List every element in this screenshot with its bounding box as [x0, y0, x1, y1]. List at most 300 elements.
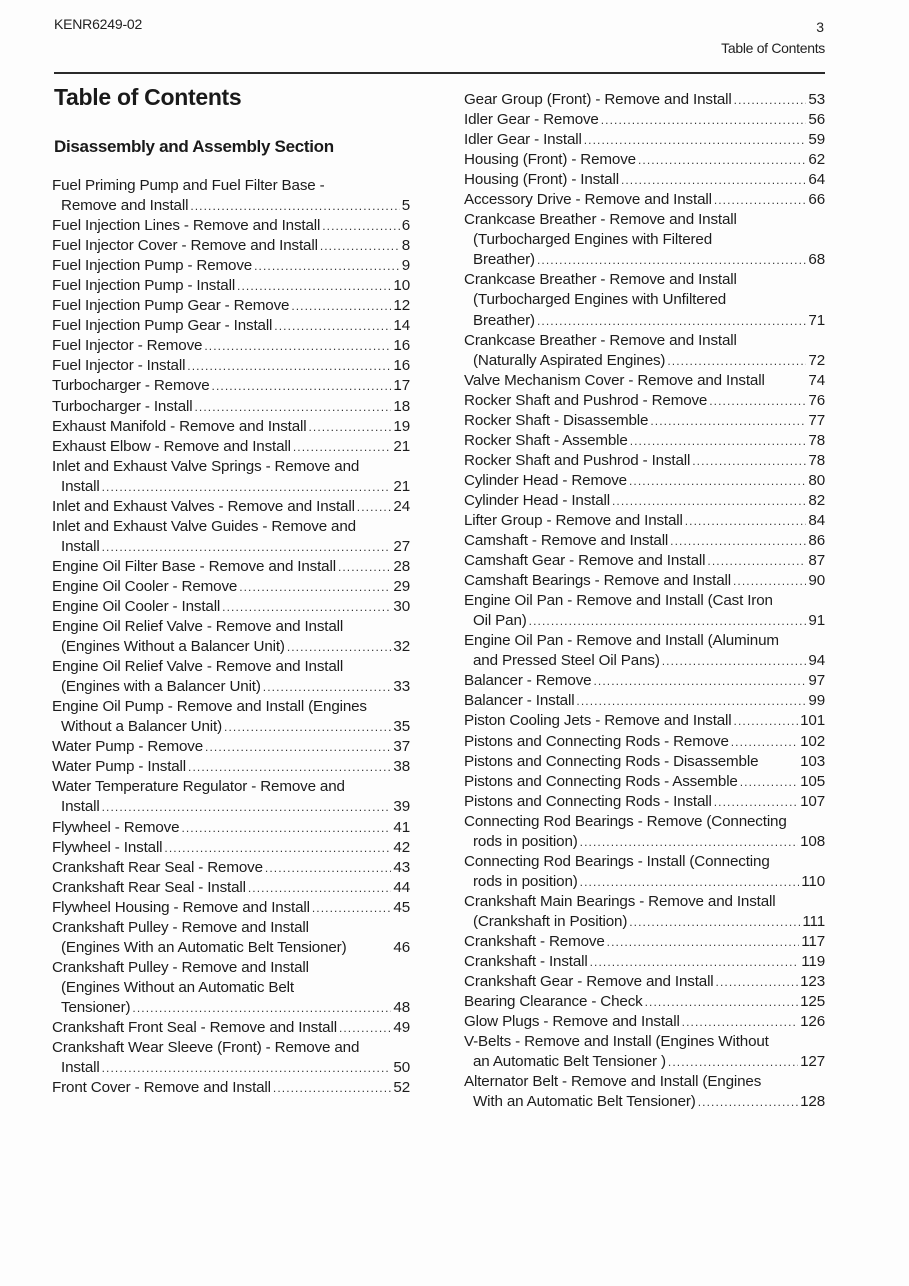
dot-leader — [731, 732, 798, 752]
toc-entry[interactable] — [52, 858, 410, 878]
toc-page-number[interactable]: 80 — [808, 471, 825, 489]
toc-entry-continuation-line — [464, 651, 825, 671]
toc-page-number[interactable]: 27 — [393, 537, 410, 555]
toc-page-number[interactable]: 45 — [393, 898, 410, 916]
toc-entry-text: Fuel Injection Pump Gear - Remove — [52, 297, 290, 315]
toc-entry[interactable] — [52, 376, 410, 396]
toc-entry[interactable] — [464, 671, 825, 691]
toc-entry[interactable] — [52, 657, 410, 697]
toc-entry-title-line — [464, 952, 825, 972]
toc-entry-title-line — [52, 918, 410, 938]
toc-page-number[interactable]: 17 — [393, 377, 410, 395]
dot-leader — [734, 90, 807, 110]
toc-entry-text: Crankshaft Main Bearings - Remove and Install — [464, 892, 776, 910]
dot-leader — [537, 250, 806, 270]
toc-entry-text: Crankshaft Pulley - Remove and Install — [52, 918, 309, 936]
dot-leader — [537, 311, 806, 331]
toc-entry-text: Bearing Clearance - Check — [464, 993, 643, 1011]
toc-page-number[interactable]: 103 — [800, 752, 825, 770]
toc-page-number[interactable]: 24 — [393, 497, 410, 515]
toc-page-number[interactable]: 62 — [808, 151, 825, 169]
toc-page-number[interactable]: 53 — [808, 91, 825, 108]
toc-entry-text: Camshaft Gear - Remove and Install — [464, 552, 706, 570]
toc-entry-text: Exhaust Elbow - Remove and Install — [52, 437, 291, 455]
toc-page-number[interactable]: 38 — [393, 758, 410, 776]
toc-entry-text: Rocker Shaft and Pushrod - Install — [464, 451, 691, 469]
toc-page-number[interactable]: 66 — [808, 191, 825, 209]
toc-entry-title-line — [464, 631, 825, 651]
toc-page-number[interactable]: 49 — [393, 1018, 410, 1036]
dot-leader — [293, 437, 392, 457]
dot-leader — [188, 757, 391, 777]
toc-entry[interactable] — [52, 316, 410, 336]
toc-entry-text: rods in position) — [473, 832, 578, 850]
toc-entry-text: Idler Gear - Remove — [464, 111, 599, 129]
toc-entry-continuation-line — [52, 537, 410, 557]
toc-entry-text: Housing (Front) - Install — [464, 171, 619, 189]
toc-entry[interactable] — [52, 437, 410, 457]
toc-entry-text: Remove and Install — [61, 197, 189, 215]
dot-leader — [529, 611, 807, 631]
toc-entry[interactable] — [464, 772, 825, 792]
toc-page-number[interactable]: 64 — [808, 171, 825, 189]
toc-entry-text: Rocker Shaft - Assemble — [464, 431, 628, 449]
toc-entry[interactable] — [52, 417, 410, 437]
toc-entry[interactable] — [52, 1018, 410, 1038]
dot-leader — [612, 491, 806, 511]
dot-leader — [312, 898, 392, 918]
toc-entry-text: Fuel Injector - Remove — [52, 337, 203, 355]
toc-page-number[interactable]: 117 — [801, 932, 825, 950]
toc-entry-title-line — [464, 270, 825, 290]
toc-page-number[interactable]: 111 — [802, 912, 825, 930]
toc-page-number[interactable]: 125 — [800, 993, 825, 1011]
toc-entry-title-line — [464, 551, 825, 571]
toc-entry-title-line — [464, 972, 825, 992]
toc-entry-text: Crankcase Breather - Remove and Install — [464, 331, 737, 349]
toc-entry-text: (Naturally Aspirated Engines) — [473, 351, 666, 369]
dot-leader — [733, 571, 806, 591]
toc-entry[interactable] — [52, 958, 410, 1018]
dot-leader — [629, 912, 800, 932]
toc-page-number[interactable]: 68 — [808, 251, 825, 269]
toc-page-number[interactable]: 108 — [800, 832, 825, 850]
toc-entry[interactable] — [52, 216, 410, 236]
toc-page-number[interactable]: 48 — [393, 998, 410, 1016]
toc-page-number[interactable]: 10 — [393, 277, 410, 295]
dot-leader — [239, 577, 391, 597]
toc-page-number[interactable]: 8 — [401, 237, 410, 255]
toc-page-number[interactable]: 71 — [808, 311, 825, 329]
toc-entry[interactable] — [464, 411, 825, 431]
dot-leader — [265, 858, 392, 878]
toc-page-number[interactable]: 52 — [393, 1079, 410, 1097]
toc-entry-text: Valve Mechanism Cover - Remove and Install — [464, 371, 765, 389]
toc-entry-text: Crankshaft Wear Sleeve (Front) - Remove and — [52, 1039, 360, 1057]
toc-entry-title-line — [464, 531, 825, 551]
toc-entry[interactable] — [52, 777, 410, 817]
toc-entry-text: Inlet and Exhaust Valves - Remove and Install — [52, 497, 355, 515]
toc-page-number[interactable]: 32 — [393, 638, 410, 656]
toc-entry[interactable] — [52, 898, 410, 918]
toc-entry-title-line — [464, 471, 825, 491]
toc-entry-text: Install — [61, 537, 100, 555]
toc-entry-title-line — [52, 557, 410, 577]
toc-entry[interactable] — [52, 1038, 410, 1078]
toc-entry-title-line — [464, 772, 825, 792]
toc-entry[interactable] — [52, 497, 410, 517]
toc-entry[interactable] — [464, 732, 825, 752]
toc-entry-text: Turbocharger - Install — [52, 397, 193, 415]
toc-entry-text: Pistons and Connecting Rods - Remove — [464, 732, 729, 750]
dot-leader — [580, 872, 800, 892]
toc-entry-title-line — [464, 331, 825, 351]
toc-entry-title-line — [52, 417, 410, 437]
dot-leader — [580, 832, 798, 852]
toc-entry-title-line — [464, 792, 825, 812]
toc-entry[interactable] — [464, 852, 825, 892]
toc-entry-title-line — [464, 1012, 825, 1032]
toc-entry[interactable] — [52, 757, 410, 777]
toc-entry-text: Crankshaft Gear - Remove and Install — [464, 973, 714, 991]
toc-entry[interactable] — [464, 631, 825, 671]
toc-entry-title-line — [52, 316, 410, 336]
toc-entry-text: Engine Oil Pan - Remove and Install (Cast Iron — [464, 592, 773, 610]
toc-entry-text: (Crankshaft in Position) — [473, 912, 628, 930]
toc-entry-text: Fuel Priming Pump and Fuel Filter Base - — [52, 177, 325, 194]
toc-entry[interactable] — [52, 878, 410, 898]
toc-entry-title-line — [464, 992, 825, 1012]
toc-page-number[interactable]: 86 — [808, 532, 825, 550]
toc-entry-text: Inlet and Exhaust Valve Springs - Remove and — [52, 457, 360, 475]
dot-leader — [287, 637, 392, 657]
toc-entry-text: (Turbocharged Engines with Filtered — [473, 231, 712, 249]
toc-entry-title-line — [464, 732, 825, 752]
toc-entry[interactable] — [464, 110, 825, 130]
toc-entry[interactable] — [464, 170, 825, 190]
toc-entry-text: Pistons and Connecting Rods - Assemble — [464, 772, 738, 790]
toc-entry[interactable] — [464, 812, 825, 852]
toc-entry-text: Engine Oil Cooler - Remove — [52, 577, 238, 595]
toc-entry[interactable] — [464, 591, 825, 631]
toc-entry-title-line — [52, 216, 410, 236]
toc-entry-text: Alternator Belt - Remove and Install (Engines — [464, 1073, 762, 1091]
toc-entry[interactable] — [464, 371, 825, 391]
toc-page-number[interactable]: 78 — [808, 451, 825, 469]
toc-page-number[interactable]: 99 — [808, 692, 825, 710]
toc-page-number[interactable]: 107 — [800, 792, 825, 810]
toc-page-number[interactable]: 42 — [393, 838, 410, 856]
toc-page-number[interactable]: 101 — [800, 712, 825, 730]
toc-entry-text: Cylinder Head - Install — [464, 491, 610, 509]
toc-page-number[interactable]: 82 — [808, 491, 825, 509]
toc-page-number[interactable]: 91 — [808, 612, 825, 630]
toc-page-number[interactable]: 29 — [393, 577, 410, 595]
toc-page-number[interactable]: 90 — [808, 572, 825, 590]
dot-leader — [263, 677, 392, 697]
dot-leader — [212, 376, 392, 396]
toc-entry-continuation-line — [52, 196, 410, 216]
toc-page-number[interactable]: 110 — [801, 872, 825, 890]
toc-entry[interactable] — [464, 210, 825, 270]
toc-page-number[interactable]: 105 — [800, 772, 825, 790]
dot-leader — [102, 477, 392, 497]
toc-page-number[interactable]: 123 — [800, 973, 825, 991]
toc-entry[interactable] — [52, 256, 410, 276]
toc-entry-text: Gear Group (Front) - Remove and Install — [464, 91, 732, 108]
toc-entry[interactable] — [464, 551, 825, 571]
toc-page-number[interactable]: 14 — [393, 317, 410, 335]
toc-entry-title-line — [52, 697, 410, 717]
toc-entry-continuation-line — [52, 797, 410, 817]
toc-page-number[interactable]: 77 — [808, 411, 825, 429]
toc-entry-title-line — [52, 898, 410, 918]
toc-entry[interactable] — [464, 190, 825, 210]
dot-leader — [650, 411, 806, 431]
dot-leader — [204, 336, 391, 356]
page-number: 3 — [816, 19, 824, 35]
dot-leader — [224, 717, 391, 737]
toc-page-number[interactable]: 72 — [808, 351, 825, 369]
toc-page-number[interactable]: 46 — [393, 938, 410, 956]
toc-page-number[interactable]: 37 — [393, 738, 410, 756]
toc-entry[interactable] — [464, 571, 825, 591]
toc-page-number[interactable]: 102 — [800, 732, 825, 750]
toc-page-number[interactable]: 5 — [401, 197, 410, 215]
toc-page-number[interactable]: 28 — [393, 557, 410, 575]
toc-entry-title-line — [52, 838, 410, 858]
toc-entry-text: Flywheel Housing - Remove and Install — [52, 898, 310, 916]
toc-page-number[interactable]: 127 — [800, 1053, 825, 1071]
dot-leader — [190, 196, 399, 216]
toc-entry-title-line — [464, 852, 825, 872]
toc-entry-text: V-Belts - Remove and Install (Engines Without — [464, 1033, 769, 1051]
toc-entry-text: (Engines With an Automatic Belt Tensioner) — [61, 938, 347, 956]
toc-entry[interactable] — [52, 617, 410, 657]
toc-entry[interactable] — [464, 270, 825, 330]
toc-entry[interactable] — [52, 918, 410, 958]
toc-page-number[interactable]: 97 — [808, 672, 825, 690]
dot-leader — [584, 130, 807, 150]
toc-entry-text: Idler Gear - Install — [464, 131, 582, 149]
toc-entry-title-line — [464, 812, 825, 832]
toc-entry[interactable] — [464, 1032, 825, 1072]
toc-entry[interactable] — [464, 1072, 825, 1112]
dot-leader — [237, 276, 391, 296]
toc-entry-continuation-line — [464, 1052, 825, 1072]
toc-entry-title-line — [464, 691, 825, 711]
toc-page-number[interactable]: 21 — [393, 477, 410, 495]
toc-page-number[interactable]: 30 — [393, 597, 410, 615]
toc-entry[interactable] — [464, 932, 825, 952]
toc-entry[interactable] — [464, 691, 825, 711]
toc-entry[interactable] — [464, 331, 825, 371]
toc-page-number[interactable]: 21 — [393, 437, 410, 455]
toc-entry-text: an Automatic Belt Tensioner ) — [473, 1053, 666, 1071]
toc-entry[interactable] — [464, 491, 825, 511]
dot-leader — [205, 737, 391, 757]
toc-entry[interactable] — [52, 296, 410, 316]
document-id: KENR6249-02 — [54, 16, 143, 32]
toc-page-number[interactable]: 12 — [393, 297, 410, 315]
dot-leader — [638, 150, 806, 170]
toc-entry-text: Fuel Injector - Install — [52, 357, 186, 375]
toc-entry[interactable] — [464, 451, 825, 471]
toc-page-number[interactable]: 16 — [393, 357, 410, 375]
toc-entry[interactable] — [52, 818, 410, 838]
toc-entry[interactable] — [52, 577, 410, 597]
dot-leader — [187, 356, 391, 376]
toc-entry-title-line — [464, 932, 825, 952]
toc-entry-title-line — [464, 431, 825, 451]
toc-entry-text: (Engines Without a Balancer Unit) — [61, 638, 285, 656]
toc-page-number[interactable]: 43 — [393, 858, 410, 876]
toc-entry[interactable] — [464, 952, 825, 972]
toc-page-number[interactable]: 39 — [393, 798, 410, 816]
toc-entry[interactable] — [52, 276, 410, 296]
toc-entry-continuation-line — [52, 1058, 410, 1078]
toc-entry-text: Breather) — [473, 311, 535, 329]
dot-leader — [692, 451, 806, 471]
toc-entry[interactable] — [464, 150, 825, 170]
toc-entry-text: Rocker Shaft and Pushrod - Remove — [464, 391, 708, 409]
toc-page-number[interactable]: 56 — [808, 111, 825, 129]
toc-entry[interactable] — [52, 457, 410, 497]
toc-entry-title-line — [52, 276, 410, 296]
toc-page-number[interactable]: 41 — [393, 818, 410, 836]
toc-entry-title-line — [464, 110, 825, 130]
toc-entry-title-line — [464, 130, 825, 150]
toc-entry[interactable] — [52, 838, 410, 858]
toc-entry[interactable] — [52, 517, 410, 557]
toc-entry[interactable] — [52, 236, 410, 256]
toc-entry[interactable] — [52, 356, 410, 376]
toc-page-number[interactable]: 94 — [808, 652, 825, 670]
toc-entry-text: Balancer - Install — [464, 692, 575, 710]
toc-entry-title-line — [464, 1032, 825, 1052]
toc-entry[interactable] — [52, 397, 410, 417]
toc-page-number[interactable]: 74 — [808, 371, 825, 389]
toc-page-number[interactable]: 6 — [401, 217, 410, 235]
toc-page-number[interactable]: 87 — [808, 552, 825, 570]
toc-entry-continuation-line — [52, 938, 410, 958]
toc-entry[interactable] — [464, 752, 825, 772]
toc-page-number[interactable]: 128 — [800, 1093, 825, 1111]
toc-entry-text: With an Automatic Belt Tensioner) — [473, 1093, 696, 1111]
toc-entry-title-line — [464, 170, 825, 190]
toc-entry-text: Engine Oil Cooler - Install — [52, 597, 221, 615]
toc-entry-title-line — [52, 1078, 410, 1098]
toc-entry[interactable] — [52, 597, 410, 617]
toc-page-number[interactable]: 59 — [808, 131, 825, 149]
toc-entry[interactable] — [464, 130, 825, 150]
toc-entry[interactable] — [464, 90, 825, 110]
dot-leader — [194, 397, 391, 417]
toc-entry-text: Crankshaft Front Seal - Remove and Install — [52, 1018, 337, 1036]
dot-leader — [668, 1052, 798, 1072]
toc-entry-text: Cylinder Head - Remove — [464, 471, 627, 489]
toc-entry-continuation-line — [52, 717, 410, 737]
toc-entry-title-line — [52, 517, 410, 537]
running-header: Table of Contents — [721, 40, 825, 56]
toc-page-number[interactable]: 126 — [800, 1013, 825, 1031]
toc-entry-text: Fuel Injection Pump - Install — [52, 277, 236, 295]
toc-entry-title-line — [52, 657, 410, 677]
toc-entry-text: rods in position) — [473, 872, 578, 890]
toc-page-number[interactable]: 78 — [808, 431, 825, 449]
toc-entry[interactable] — [464, 972, 825, 992]
toc-entry[interactable] — [464, 892, 825, 932]
toc-entry[interactable] — [464, 471, 825, 491]
toc-entry-text: Exhaust Manifold - Remove and Install — [52, 417, 307, 435]
toc-entry[interactable] — [464, 391, 825, 411]
toc-entry-continuation-line — [464, 872, 825, 892]
toc-page-number[interactable]: 33 — [393, 678, 410, 696]
dot-leader — [621, 170, 806, 190]
toc-entry[interactable] — [52, 336, 410, 356]
toc-page-number[interactable]: 44 — [393, 878, 410, 896]
toc-entry[interactable] — [464, 531, 825, 551]
toc-entry-text: Turbocharger - Remove — [52, 377, 210, 395]
toc-entry-title-line — [52, 457, 410, 477]
toc-page-number[interactable]: 35 — [393, 718, 410, 736]
toc-entry[interactable] — [52, 1078, 410, 1098]
toc-entry[interactable] — [464, 992, 825, 1012]
toc-entry-title-line — [52, 256, 410, 276]
toc-page-number[interactable]: 84 — [808, 511, 825, 529]
dot-leader — [254, 256, 400, 276]
toc-page-number[interactable]: 19 — [393, 417, 410, 435]
toc-entry-text: Flywheel - Install — [52, 838, 163, 856]
toc-entry-text: (Engines with a Balancer Unit) — [61, 678, 261, 696]
toc-entry[interactable] — [52, 176, 410, 216]
page-title: Table of Contents — [54, 84, 242, 110]
header-rule — [54, 72, 825, 74]
toc-page-number[interactable]: 18 — [393, 397, 410, 415]
toc-page-number[interactable]: 76 — [808, 391, 825, 409]
toc-entry-continuation-line — [464, 832, 825, 852]
toc-entry[interactable] — [464, 711, 825, 731]
dot-leader — [707, 551, 806, 571]
toc-entry[interactable] — [464, 511, 825, 531]
toc-entry-text: Connecting Rod Bearings - Install (Connecting — [464, 852, 770, 870]
toc-page-number[interactable]: 9 — [401, 257, 410, 275]
toc-entry-continuation-line — [464, 311, 825, 331]
toc-entry[interactable] — [464, 1012, 825, 1032]
toc-entry[interactable] — [52, 697, 410, 737]
toc-entry-text: Oil Pan) — [473, 612, 527, 630]
toc-entry[interactable] — [464, 792, 825, 812]
toc-entry-title-line — [52, 958, 410, 978]
toc-entry[interactable] — [52, 737, 410, 757]
toc-entry-text: Without a Balancer Unit) — [61, 718, 223, 736]
toc-entry-text: Rocker Shaft - Disassemble — [464, 411, 649, 429]
toc-page-number[interactable]: 16 — [393, 337, 410, 355]
toc-entry-text: Install — [61, 477, 100, 495]
dot-leader — [164, 838, 391, 858]
dot-leader — [338, 557, 391, 577]
toc-entry[interactable] — [52, 557, 410, 577]
toc-entry-text: Glow Plugs - Remove and Install — [464, 1013, 680, 1031]
toc-page-number[interactable]: 119 — [801, 953, 825, 971]
dot-leader — [630, 431, 807, 451]
toc-entry[interactable] — [464, 431, 825, 451]
toc-entry-text: and Pressed Steel Oil Pans) — [473, 652, 660, 670]
toc-page-number[interactable]: 50 — [393, 1059, 410, 1077]
section-heading: Disassembly and Assembly Section — [54, 137, 334, 156]
toc-entry-title-line — [52, 597, 410, 617]
dot-leader — [357, 497, 392, 517]
